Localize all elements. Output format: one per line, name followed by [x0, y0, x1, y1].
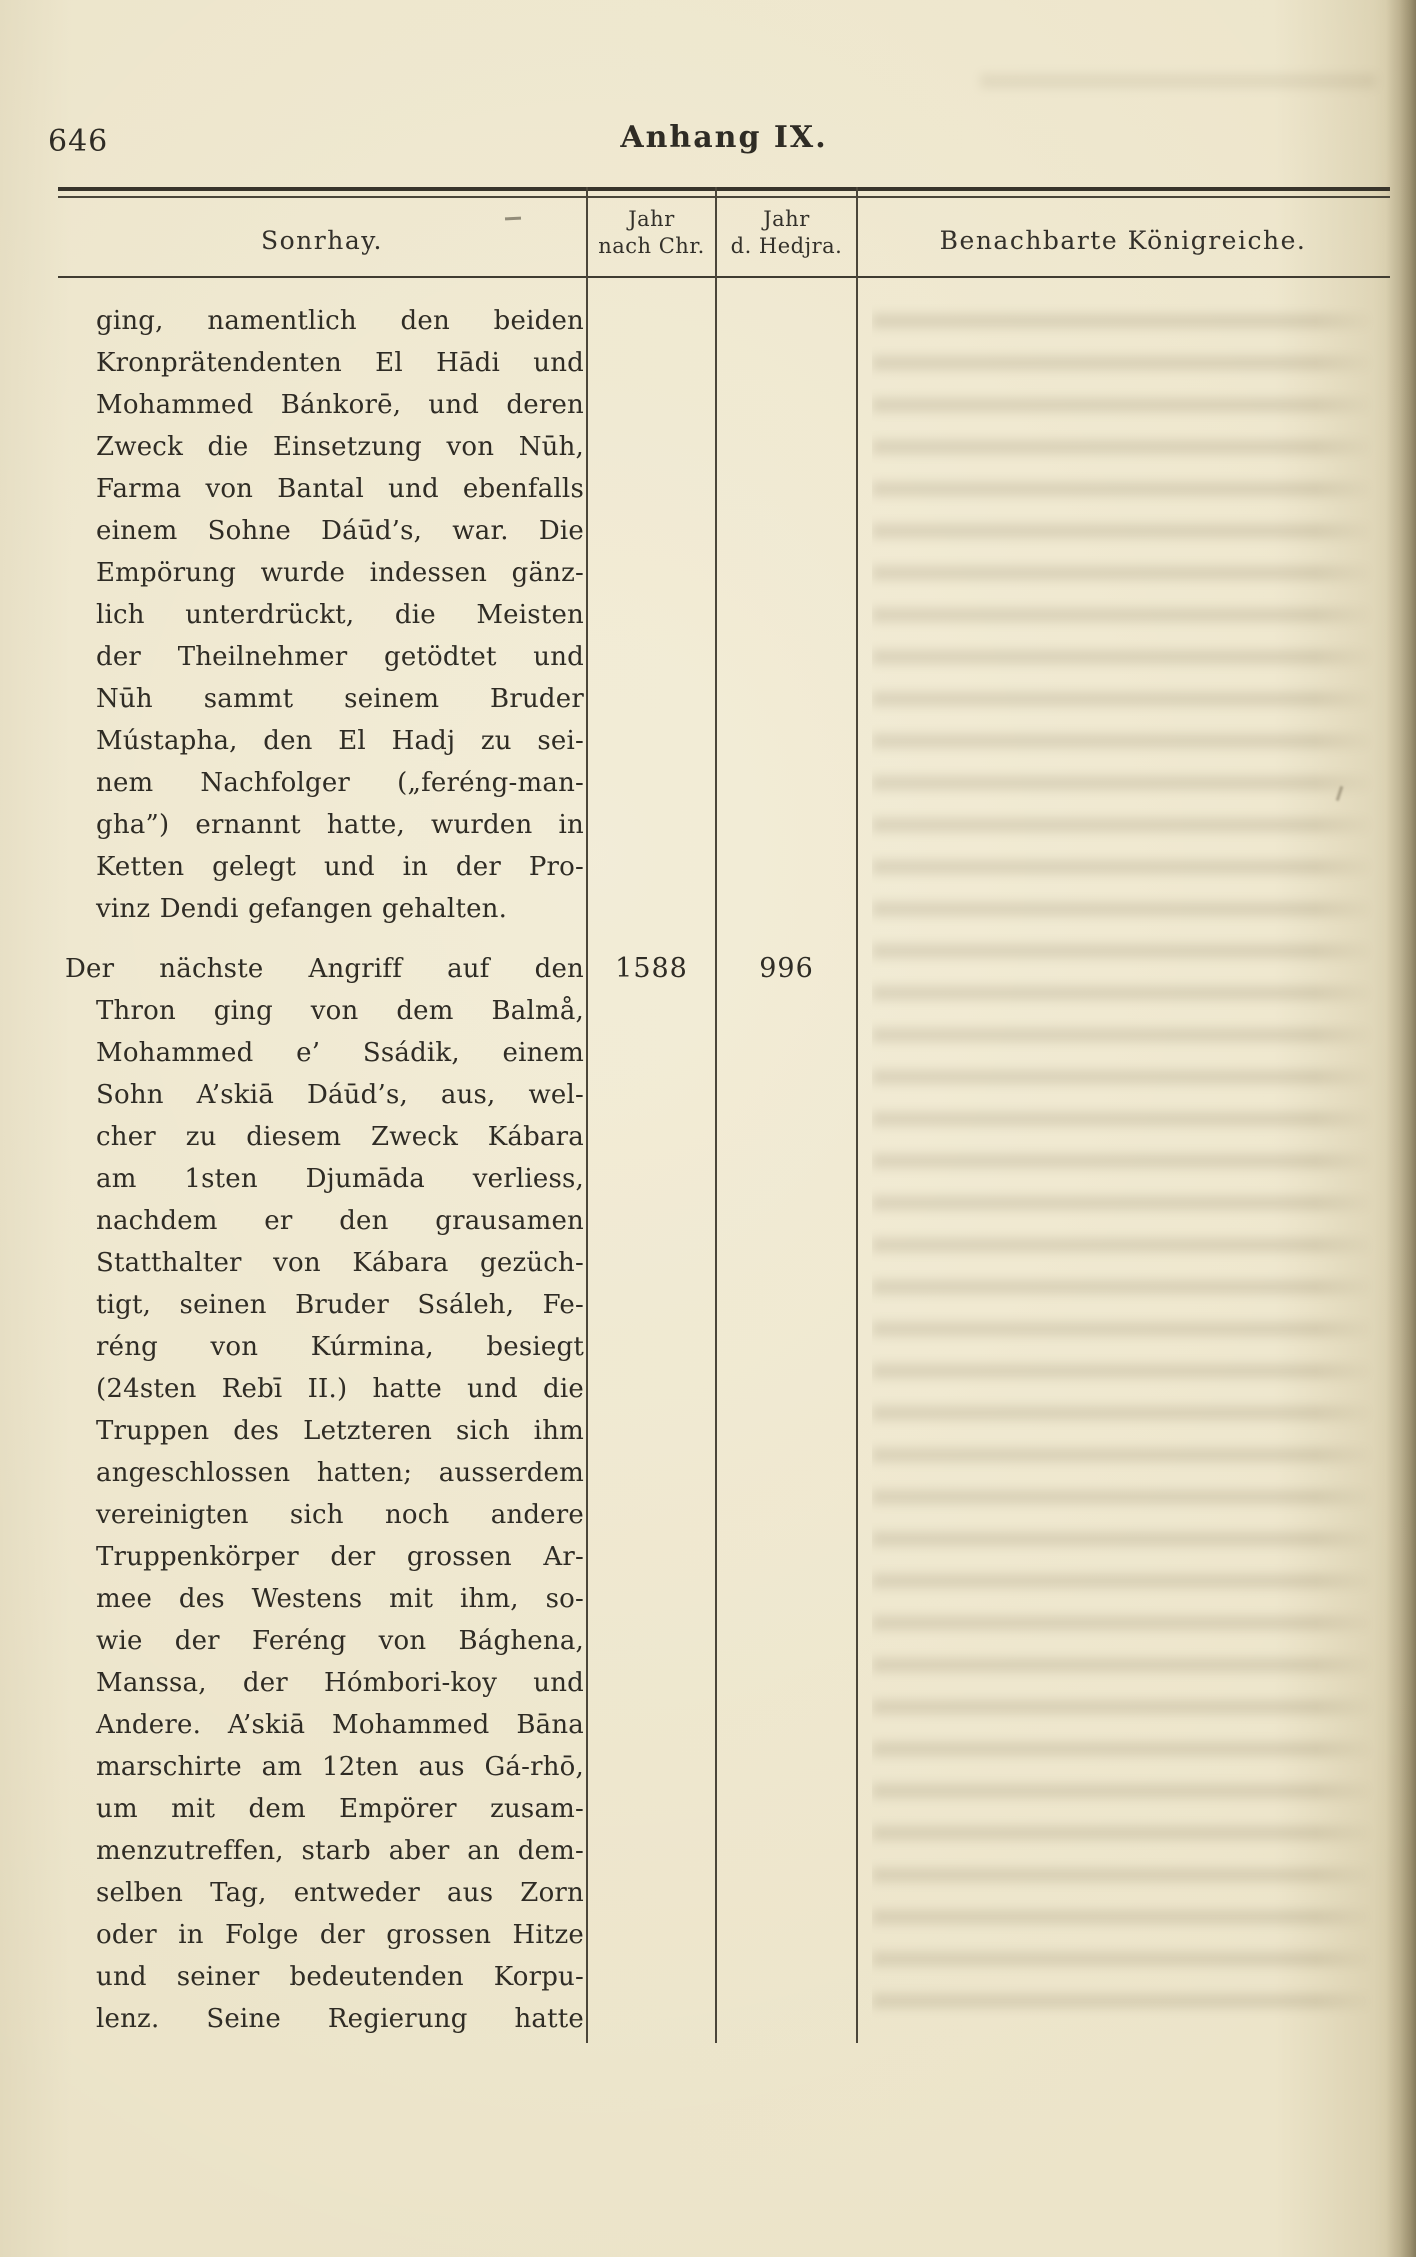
- text-line: Der nächste Angriff auf den: [65, 954, 584, 984]
- text-line: cher zu diesem Zweck Kábara: [96, 1122, 584, 1152]
- text-line: wie der Feréng von Bághena,: [96, 1626, 584, 1656]
- text-line: Mohammed e’ Ssádik, einem: [96, 1038, 584, 1068]
- entry-paragraph: [65, 300, 584, 930]
- top-rule-thick: [58, 187, 1390, 191]
- text-line: Thron ging von dem Balmå,: [96, 996, 584, 1026]
- text-line: Nūh sammt seinem Bruder: [96, 684, 584, 714]
- text-line: vereinigten sich noch andere: [96, 1500, 584, 1530]
- text-line: Manssa, der Hómbori-koy und: [96, 1668, 584, 1698]
- ink-bleedthrough-column: [872, 302, 1376, 2018]
- text-line: am 1sten Djumāda verliess,: [96, 1164, 584, 1194]
- column-divider-3: [856, 187, 858, 2043]
- text-line: Sohn A’skiā Dáūd’s, aus, wel-: [96, 1080, 584, 1110]
- text-line: selben Tag, entweder aus Zorn: [96, 1878, 584, 1908]
- text-line: tigt, seinen Bruder Ssáleh, Fe-: [96, 1290, 584, 1320]
- text-line: Mohammed Bánkorē, und deren: [96, 390, 584, 420]
- text-line: (24sten Rebī II.) hatte und die: [96, 1374, 584, 1404]
- scan-artifact-tick: [1336, 786, 1343, 801]
- text-line: und seiner bedeutenden Korpu-: [96, 1962, 584, 1992]
- text-line: Empörung wurde indessen gänz-: [96, 558, 584, 588]
- text-line: lenz. Seine Regierung hatte: [96, 2004, 584, 2034]
- text-line: mee des Westens mit ihm, so-: [96, 1584, 584, 1614]
- text-line: gha”) ernannt hatte, wurden in: [96, 810, 584, 840]
- year-hedjra: 996: [759, 953, 814, 984]
- column-header-line: nach Chr.: [598, 234, 705, 258]
- text-line: Kronprätendenten El Hādi und: [96, 348, 584, 378]
- entry-paragraph: [65, 948, 584, 2040]
- column-divider-2: [715, 187, 717, 2043]
- header-underline-rule: [58, 276, 1390, 278]
- text-line: Farma von Bantal und ebenfalls: [96, 474, 584, 504]
- text-line: einem Sohne Dáūd’s, war. Die: [96, 516, 584, 546]
- text-line: ging, namentlich den beiden: [96, 306, 584, 336]
- text-line: menzutreffen, starb aber an dem-: [96, 1836, 584, 1866]
- text-line: marschirte am 12ten aus Gá-rhō,: [96, 1752, 584, 1782]
- text-line: der Theilnehmer getödtet und: [96, 642, 584, 672]
- column-header-sonrhay: Sonrhay.: [261, 226, 383, 255]
- text-line: vinz Dendi gefangen gehalten.: [96, 894, 508, 924]
- year-nach-chr: 1588: [615, 953, 688, 984]
- text-line: Truppenkörper der grossen Ar-: [96, 1542, 584, 1572]
- scan-artifact-dash: [505, 217, 521, 221]
- column-header-line: d. Hedjra.: [730, 234, 843, 258]
- text-line: Andere. A’skiā Mohammed Bāna: [96, 1710, 584, 1740]
- text-line: oder in Folge der grossen Hitze: [96, 1920, 584, 1950]
- text-line: Zweck die Einsetzung von Nūh,: [96, 432, 584, 462]
- column-header-line: Jahr: [628, 207, 675, 231]
- sonrhay-text-column: [65, 300, 584, 2040]
- text-line: Statthalter von Kábara gezüch-: [96, 1248, 584, 1278]
- text-line: lich unterdrückt, die Meisten: [96, 600, 584, 630]
- column-header-jahr-nach-chr: [588, 206, 715, 260]
- text-line: réng von Kúrmina, besiegt: [96, 1332, 584, 1362]
- column-header-line: Jahr: [763, 207, 810, 231]
- text-line: um mit dem Empörer zusam-: [96, 1794, 584, 1824]
- ink-bleedthrough-top: [980, 62, 1376, 110]
- text-line: nem Nachfolger („feréng-man-: [96, 768, 584, 798]
- column-divider-1: [586, 187, 588, 2043]
- text-line: Ketten gelegt und in der Pro-: [96, 852, 584, 882]
- text-line: Mústapha, den El Hadj zu sei-: [96, 726, 584, 756]
- text-line: nachdem er den grausamen: [96, 1206, 584, 1236]
- text-line: Truppen des Letzteren sich ihm: [96, 1416, 584, 1446]
- column-header-jahr-hedjra: [717, 206, 856, 260]
- page-header: Anhang IX.: [620, 120, 828, 155]
- page-edge-shadow: [1386, 0, 1416, 2257]
- text-line: angeschlossen hatten; ausserdem: [96, 1458, 584, 1488]
- page-number: 646: [48, 124, 109, 159]
- top-rule-thin: [58, 196, 1390, 198]
- column-header-kingdoms: Benachbarte Königreiche.: [939, 226, 1307, 255]
